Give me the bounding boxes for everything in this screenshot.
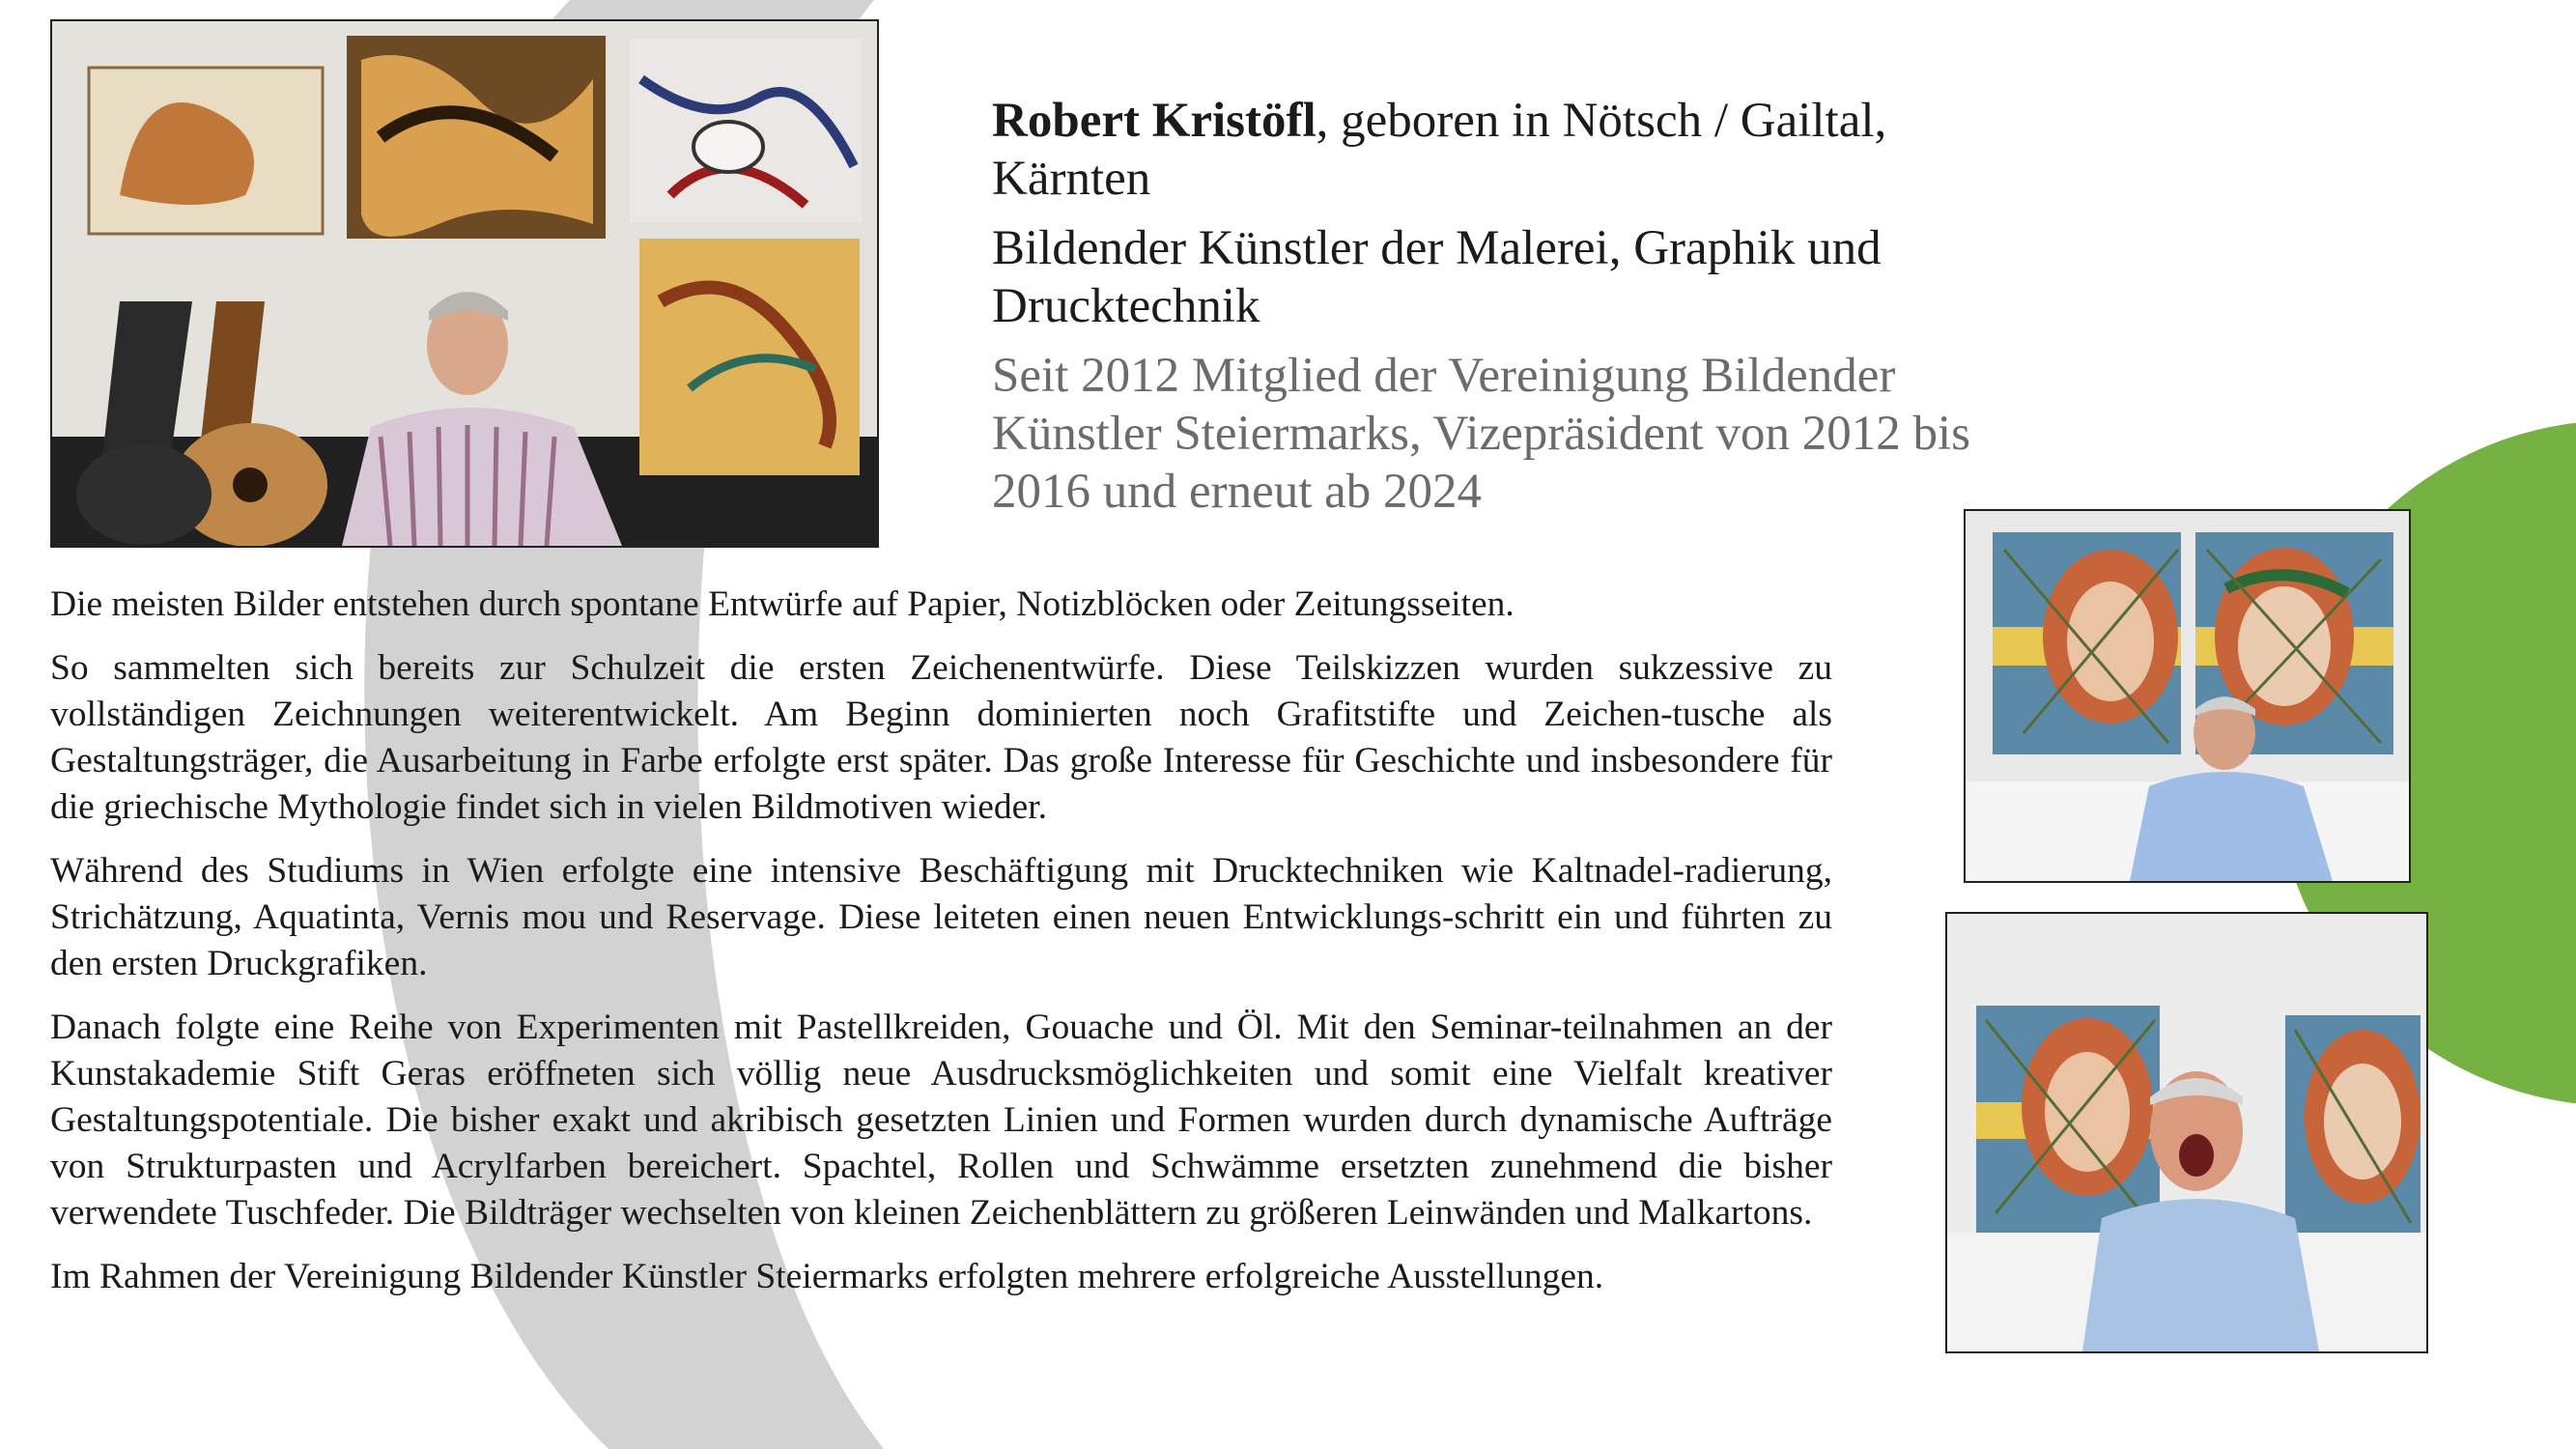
artist-membership: Seit 2012 Mitglied der Vereinigung Bildender Künstler Steiermarks, Vizepräsident von 2012 bis 2016 und erneut ab 2024 bbox=[992, 349, 1970, 519]
biography-paragraph-4: Danach folgte eine Reihe von Experimenten mit Pastellkreiden, Gouache und Öl. Mit den Seminar-teilnahmen an der Kunstakademie Stift Geras eröffneten sich völlig neue Ausdrucksmöglichkeiten und somit eine Vielfalt kreativer Gestaltungspotentiale. Die bisher exakt und akribisch gesetzten Linien und Formen wurden durch dynamische Aufträge von Strukturpasten und Acrylfarben bereichert. Spachtel, Rollen und Schwämme ersetzten zunehmend die bisher verwendete Tuschfeder. Die Bildträger wechselten von kleinen Zeichenblättern zu größeren Leinwänden und Malkartons. bbox=[50, 1008, 1832, 1233]
artist-studio-photo bbox=[50, 19, 879, 548]
biography-paragraph-5: Im Rahmen der Vereinigung Bildender Künstler Steiermarks erfolgten mehrere erfolgreiche Ausstellungen. bbox=[50, 1257, 1604, 1296]
artist-birthplace: , geboren in Nötsch / Gailtal, Kärnten bbox=[992, 94, 1887, 206]
biography-paragraph-1: Die meisten Bilder entstehen durch spontane Entwürfe auf Papier, Notizblöcken oder Zeitungsseiten. bbox=[50, 584, 1514, 624]
artist-intro bbox=[992, 92, 2025, 532]
artist-name: Robert Kristöfl bbox=[992, 94, 1316, 148]
artist-profession: Bildender Künstler der Malerei, Graphik und Drucktechnik bbox=[992, 221, 1882, 333]
artist-expression-photo bbox=[1945, 912, 2428, 1353]
biography-text bbox=[50, 582, 1832, 1318]
biography-paragraph-3: Während des Studiums in Wien erfolgte eine intensive Beschäftigung mit Drucktechniken wie Kaltnadel-radierung, Strichätzung, Aquatinta, Vernis mou und Reservage. Diese leiteten einen neuen Entwicklungs-schritt ein und führten zu den ersten Druckgrafiken. bbox=[50, 851, 1832, 983]
artist-portraits-photo bbox=[1964, 509, 2411, 883]
artist-name-line bbox=[992, 92, 2025, 208]
biography-paragraph-2: So sammelten sich bereits zur Schulzeit die ersten Zeichenentwürfe. Diese Teilskizzen wurden sukzessive zu vollständigen Zeichnungen weiterentwickelt. Am Beginn dominierten noch Grafitstifte und Zeichen-tusche als Gestaltungsträger, die Ausarbeitung in Farbe erfolgte erst später. Das große Interesse für Geschichte und insbesondere für die griechische Mythologie findet sich in vielen Bildmotiven wieder. bbox=[50, 648, 1832, 827]
